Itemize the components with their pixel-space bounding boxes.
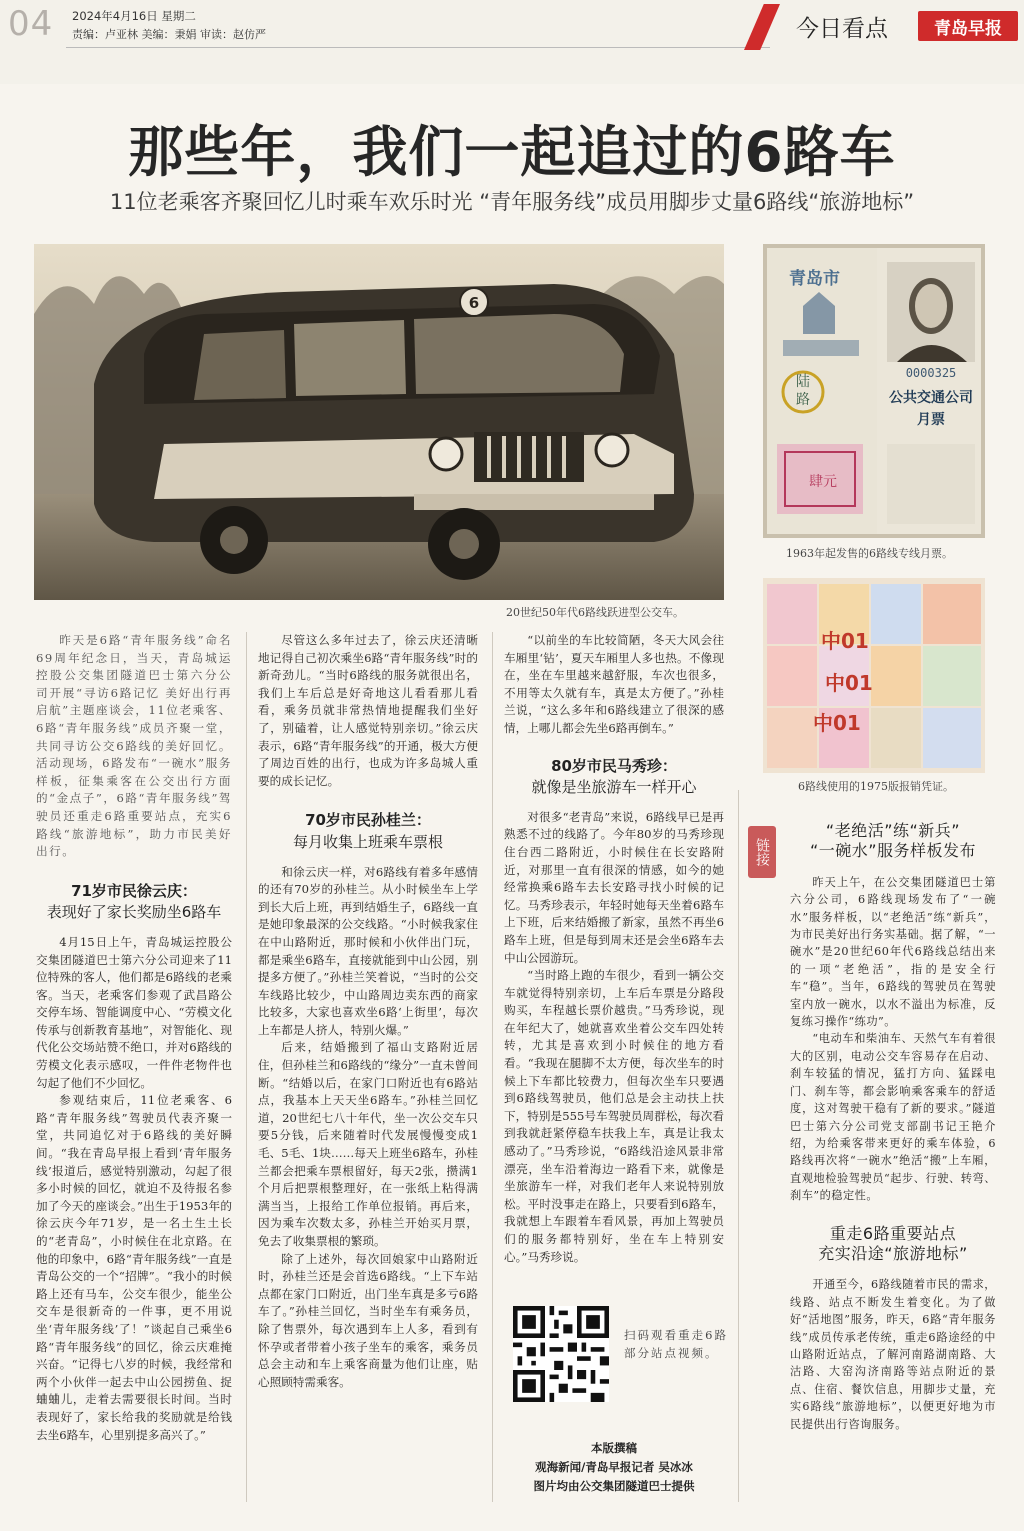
- sidebar-section2-title: 重走6路重要站点: [829, 1223, 957, 1243]
- video-qr-code[interactable]: [513, 1306, 609, 1402]
- pass-stamp: 肆元: [809, 474, 837, 490]
- qr-instruction: 扫码观看重走6路部分站点视频。: [624, 1328, 728, 1360]
- monthly-pass-photo: [763, 244, 985, 538]
- section3-subtitle: 就像是坐旅游车一样开心: [531, 778, 697, 797]
- pass-title: 月票: [917, 412, 945, 428]
- section2-paragraph: 和徐云庆一样，对6路线有着多年感情的还有70岁的孙桂兰。从小时候坐车上学到长大后上班，再到结婚生子，6路线一直是她印象最深的公交线路。“小时候我家住在中山路附近，那时候和小伙伴出门玩，都是乘坐6路车，直接就能到中山公园，别提多方便了。”孙桂兰笑着说，“当时的公交车线路比较少，中山路周边卖东西的商家比较多，大家也喜欢坐6路‘上街里’，每次上车都是人挤人，特别火爆。”: [258, 864, 478, 1037]
- pass-route-char2: 路: [796, 392, 810, 408]
- credits-label: 本版撰稿: [591, 1441, 637, 1455]
- bus-illustration: [34, 244, 724, 600]
- section2-title: 70岁市民孙桂兰：: [305, 811, 431, 830]
- section2-subtitle: 每月收集上班乘车票根: [292, 832, 443, 851]
- pass-route-char1: 陆: [796, 374, 810, 390]
- tickets-caption: 6路线使用的1975版报销凭证。: [798, 780, 954, 793]
- red-slash-decoration: [744, 4, 780, 50]
- section3-title: 80岁市民马秀珍：: [551, 756, 677, 775]
- pass-caption: 1963年起发售的6路线专线月票。: [786, 547, 953, 560]
- editor-credits: 责编：卢亚林 美编：秉娟 审读：赵仿严: [72, 28, 266, 41]
- link-tag: [748, 826, 776, 878]
- vintage-bus-photo: [34, 244, 724, 600]
- main-photo-caption: 20世纪50年代6路线跃进型公交车。: [506, 606, 684, 619]
- tickets-illustration: [763, 578, 985, 773]
- section-title: 今日看点: [796, 16, 888, 42]
- sidebar-section2-subtitle: 充实沿途“旅游地标”: [818, 1243, 968, 1263]
- ticket-stubs-photo: [763, 578, 985, 773]
- credits-photos: 图片均由公交集团隧道巴士提供: [533, 1479, 695, 1493]
- ticket-label: 中01: [821, 629, 869, 653]
- column-divider: [492, 632, 493, 1502]
- column-divider: [738, 790, 739, 1502]
- credits: [504, 1440, 724, 1494]
- section2-paragraph: 除了上述外，每次回娘家中山路附近时，孙桂兰还是会首选6路线。“上下车站点都在家门口附近，出门坐车真是多亏6路车了。”孙桂兰回忆，当时坐车有乘务员，除了售票外，每次遇到车上人多，看到有怀孕或者带着小孩子坐车的乘客，乘务员总会主动和车上乘客商量为他们让座，贴心照顾特需乘客。: [258, 1251, 478, 1389]
- page-number: 04: [8, 4, 54, 44]
- newspaper-logo: 青岛早报: [918, 11, 1018, 41]
- section2-paragraph: 后来，结婚搬到了福山支路附近居住，但孙桂兰和6路线的“缘分”一直未曾间断。“结婚以后，在家门口附近也有6路站点，我基本上天天坐6路车。”孙桂兰回忆道，20世纪七八十年代，坐一次公交车只要5分钱，后来随着时代发展慢慢变成1毛、5毛、1块……每天上班坐6路车，孙桂兰都会把乘车票根留好，每天2张，攒满1个月后把票根整理好，在一张纸上粘得满满当当，上报给工作单位报销。再后来，因为乘车次数太多，孙桂兰开始买月票，免去了收集票根的繁琐。: [258, 1040, 478, 1248]
- headline: 那些年，我们一起追过的6路车: [128, 120, 896, 184]
- bus-route-plate: 6: [468, 294, 480, 312]
- sidebar-column: [790, 822, 996, 1433]
- section3-paragraph: “当时路上跑的车很少，看到一辆公交车就觉得特别亲切，上车后车票是分路段购买，车程越长票价越贵。”马秀珍说，现在年纪大了，她就喜欢坐着公交车四处转转，尤其是喜欢到小时候住的地方看看。“我现在腿脚不太方便，每次坐车的时候上下车都比较费力，但每次坐车只要遇到6路线驾驶员，他们总是会主动扶上扶下，特别是555号车驾驶员周群松，每次看到我就赶紧停稳车扶我上车，真是让我太感动了。”马秀珍说，“6路线沿途风景非常漂亮，坐车沿着海边一路看下来，就像是坐旅游车一样，对我们老年人来说特别放松。平时没事走在路上，只要看到6路车，我就想上车跟着车看风景，再加上驾驶员们的服务都特别好，坐在车上特别安心。”马秀珍说。: [504, 968, 724, 1264]
- sidebar-section1-subtitle: “一碗水”服务样板发布: [809, 841, 977, 861]
- section1-paragraph: 4月15日上午，青岛城运控股公交集团隧道巴士第六分公司迎来了11位特殊的客人，他们都是6路线的老乘客。当天，老乘客们参观了武昌路公交停车场、智能调度中心、“劳模文化传承与创新教育基地”，对智能化、现代化公交场站赞不绝口，并对6路线的劳模文化表示感叹，一件件老物件也勾起了他们不少回忆。: [36, 934, 232, 1090]
- credits-reporters: 观海新闻/青岛早报记者 吴冰冰: [535, 1460, 693, 1474]
- section1-paragraph: 参观结束后，11位老乘客、6路“青年服务线”驾驶员代表齐聚一堂，共同追忆对于6路线的美好瞬间。“我在青岛早报上看到‘青年服务线’报道后，感觉特别激动，勾起了很多小时候的回忆，就迫不及待报名参加了今天的座谈会。”出生于1953年的徐云庆今年71岁，是一名土生土长的“老青岛”，小时候住在北京路。在他的印象中，6路“青年服务线”一直是青岛公交的一个“招牌”。“我小的时候路上还有马车，公交车很少，能坐公交车是很新奇的一件事，更不用说坐‘青年服务线’了！”谈起自己乘坐6路“青年服务线”的回忆，徐云庆难掩兴奋。“记得七八岁的时候，我经常和两个小伙伴一起去中山公园捞鱼、捉蛐蛐儿，走着去需要很长时间。当时表现好了，家长给我的奖励就是给钱去坐6路车，心里别提多高兴了。”: [36, 1093, 232, 1442]
- pass-serial: 0000325: [905, 366, 957, 380]
- section2-paragraph: “以前坐的车比较简陋，冬天大风会往车厢里‘钻’，夏天车厢里人多也热。不像现在，坐在车里越来越舒服，车次也很多，不用等太久就有车，真是太方便了。”孙桂兰说，“这么多年和6路线建立了很深的感情，上哪儿都会先坐6路再倒车。”: [504, 633, 724, 735]
- pass-org: 公共交通公司: [889, 390, 973, 406]
- ticket-label: 中01: [813, 711, 861, 735]
- sidebar-paragraph: 昨天上午，在公交集团隧道巴士第六分公司，6路线现场发布了“一碗水”服务样板，以“老绝活”练“新兵”，为市民美好出行务实基础。据了解，“一碗水”是20世纪60年代6路线总结出来的一项“老绝活”，指的是安全行车“稳”。当年，6路线的驾驶员在驾驶室内放一碗水，以水不溢出为标准，反复练习操作“练功”。: [790, 875, 996, 1029]
- section1-paragraph: 尽管这么多年过去了，徐云庆还清晰地记得自己初次乘坐6路“青年服务线”时的新奇劲儿。“当时6路线的服务就很出名，我们上车后总是好奇地这儿看看那儿看看，乘务员就非常热情地提醒我们坐好了，别磕着，让人感觉特别亲切。”徐云庆表示，6路“青年服务线”的开通，极大方便了周边百姓的出行，也成为许多岛城人重要的成长记忆。: [258, 633, 478, 788]
- sidebar-section1-title: “老绝活”练“新兵”: [825, 821, 961, 840]
- issue-date: 2024年4月16日 星期二: [72, 9, 196, 23]
- header-rule: [66, 47, 770, 48]
- ticket-label: 中01: [825, 671, 873, 695]
- link-tag-text: 链接: [754, 838, 770, 866]
- section1-subtitle: 表现好了家长奖励坐6路车: [46, 903, 222, 922]
- column-3: [504, 632, 724, 1266]
- section3-paragraph: 对很多“老青岛”来说，6路线早已是再熟悉不过的线路了。今年80岁的马秀珍现住台西二路附近，小时候住在长安路附近，对那里一直有很深的情感，如今的她经常换乘6路车去长安路寻找小时候的记忆。马秀珍表示，年轻时她每天坐着6路车上下班，后来结婚搬了新家，虽然不再坐6路车上班，但是每到周末还是会坐6路车去中山公园游玩。: [504, 809, 724, 965]
- sidebar-paragraph: 开通至今，6路线随着市民的需求，线路、站点不断发生着变化。为了做好“活地图”服务，昨天，6路“青年服务线”成员传承老传统，重走6路途经的中山路附近站点，了解河南路湖南路、大沽路、大窑沟济南路等站点附近的景点、住宿、餐饮信息，用脚步丈量，充实6路线“旅游地标”，以便更好地为市民提供出行咨询服务。: [790, 1278, 996, 1431]
- column-1: [36, 632, 232, 1444]
- qr-code-icon: [513, 1306, 609, 1402]
- column-divider: [246, 632, 247, 1502]
- monthly-pass-illustration: [763, 244, 985, 538]
- column-2: [258, 632, 478, 1391]
- section1-title: 71岁市民徐云庆：: [71, 881, 197, 900]
- pass-city: 青岛市: [789, 269, 840, 289]
- subheadline: 11位老乘客齐聚回忆儿时乘车欢乐时光 “青年服务线”成员用脚步丈量6路线“旅游地标”: [109, 190, 915, 214]
- sidebar-paragraph: “电动车和柴油车、天然气车有着很大的区别，电动公交车容易存在启动、刹车较猛的情况，猛打方向、猛踩电门、刹车等，都会影响乘客乘车的舒适度，这对驾驶干稳有了新的要求。”隧道巴士第六分公司党支部副书记王艳介绍，为给乘客带来更好的乘车体验，6路线再次将“一碗水”绝活“搬”上车厢，直观地检验驾驶员“起步、行驶、转弯、刹车”的稳定性。: [790, 1032, 996, 1203]
- lead-paragraph: 昨天是6路“青年服务线”命名69周年纪念日，当天，青岛城运控股公交集团隧道巴士第六分公司开展“寻访6路记忆 美好出行再启航”主题座谈会，11位老乘客、6路“青年服务线”成员齐聚一堂，共同寻访公交6路线的美好回忆。活动现场，6路发布“一碗水”服务样板，征集乘客在公交出行方面的“金点子”，6路“青年服务线”驾驶员还重走6路重要站点，充实6路线“旅游地标”，助力市民美好出行。: [36, 633, 232, 859]
